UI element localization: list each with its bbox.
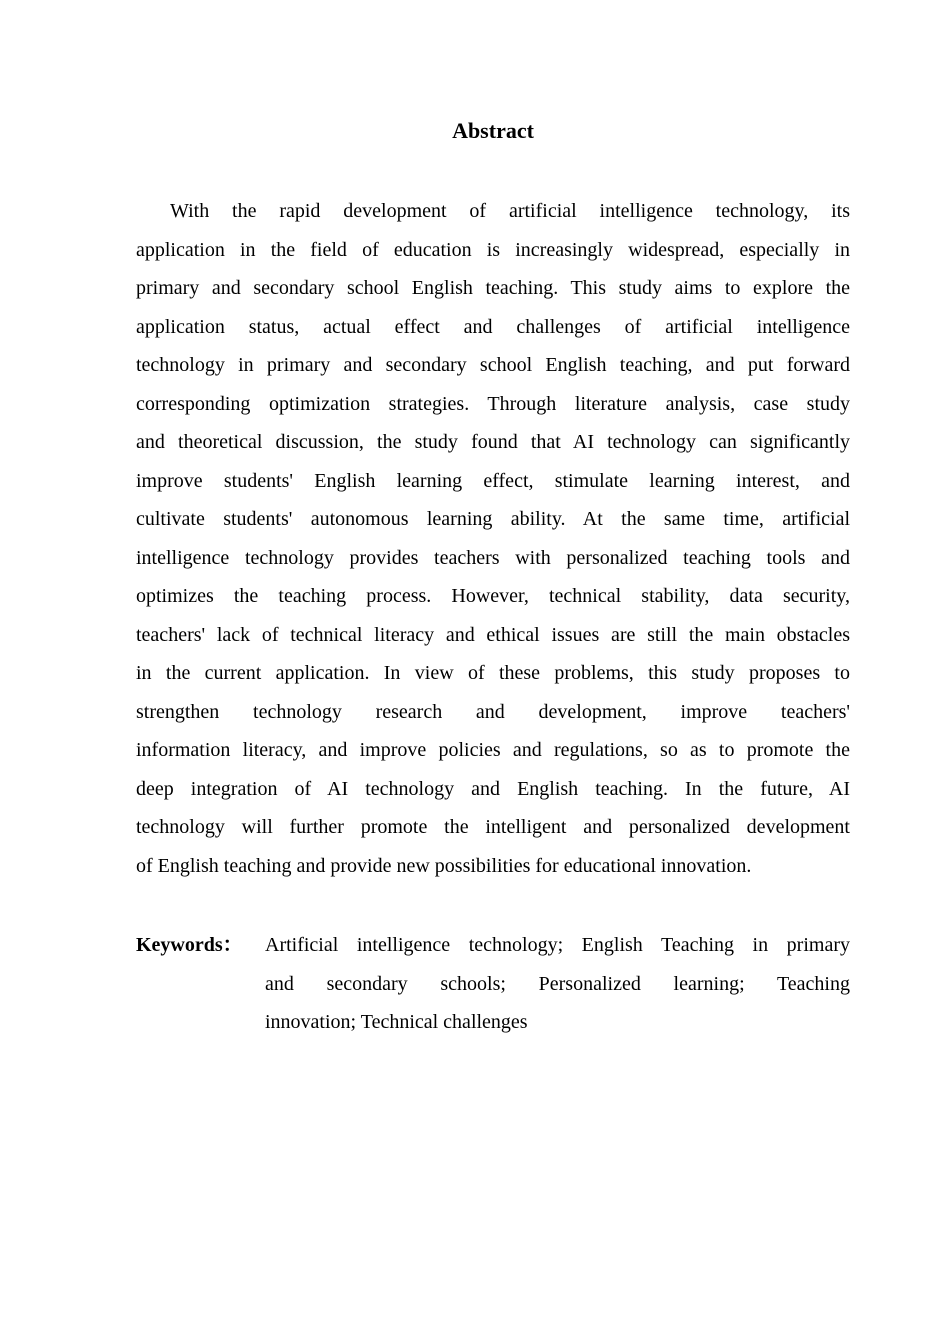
abstract-line: application in the field of education is increasingly widespread, especially in: [136, 238, 850, 261]
keywords-line: and secondary schools; Personalized learning; Teaching: [265, 972, 850, 995]
abstract-line: strengthen technology research and development, improve teachers': [136, 700, 850, 723]
abstract-line: With the rapid development of artificial intelligence technology, its: [170, 200, 850, 222]
abstract-line: deep integration of AI technology and English teaching. In the future, AI: [136, 777, 850, 800]
abstract-line: primary and secondary school English teaching. This study aims to explore the: [136, 277, 850, 299]
abstract-line: in the current application. In view of these problems, this study proposes to: [136, 662, 850, 684]
abstract-line: application status, actual effect and challenges of artificial intelligence: [136, 315, 850, 338]
keywords-line: Artificial intelligence technology; English Teaching in primary: [265, 934, 850, 956]
abstract-line: technology in primary and secondary school English teaching, and put forward: [136, 354, 850, 376]
abstract-line: optimizes the teaching process. However, technical stability, data security,: [136, 585, 850, 607]
abstract-line: cultivate students' autonomous learning ability. At the same time, artificial: [136, 508, 850, 530]
abstract-line: corresponding optimization strategies. Through literature analysis, case study: [136, 392, 850, 415]
keywords-line: innovation; Technical challenges: [265, 1011, 528, 1033]
page-title: Abstract: [452, 118, 534, 143]
abstract-line: information literacy, and improve policies and regulations, so as to promote the: [136, 739, 850, 761]
keywords-list: [265, 926, 850, 1042]
abstract-body: [136, 192, 850, 885]
abstract-line: technology will further promote the intelligent and personalized development: [136, 816, 850, 838]
keywords-label: Keywords：: [136, 934, 243, 956]
abstract-line: intelligence technology provides teachers with personalized teaching tools and: [136, 546, 850, 569]
abstract-line: and theoretical discussion, the study found that AI technology can significantly: [136, 431, 850, 453]
abstract-line: improve students' English learning effect, stimulate learning interest, and: [136, 469, 850, 492]
abstract-line: teachers' lack of technical literacy and ethical issues are still the main obstacles: [136, 623, 850, 646]
abstract-line: of English teaching and provide new possibilities for educational innovation.: [136, 854, 752, 877]
